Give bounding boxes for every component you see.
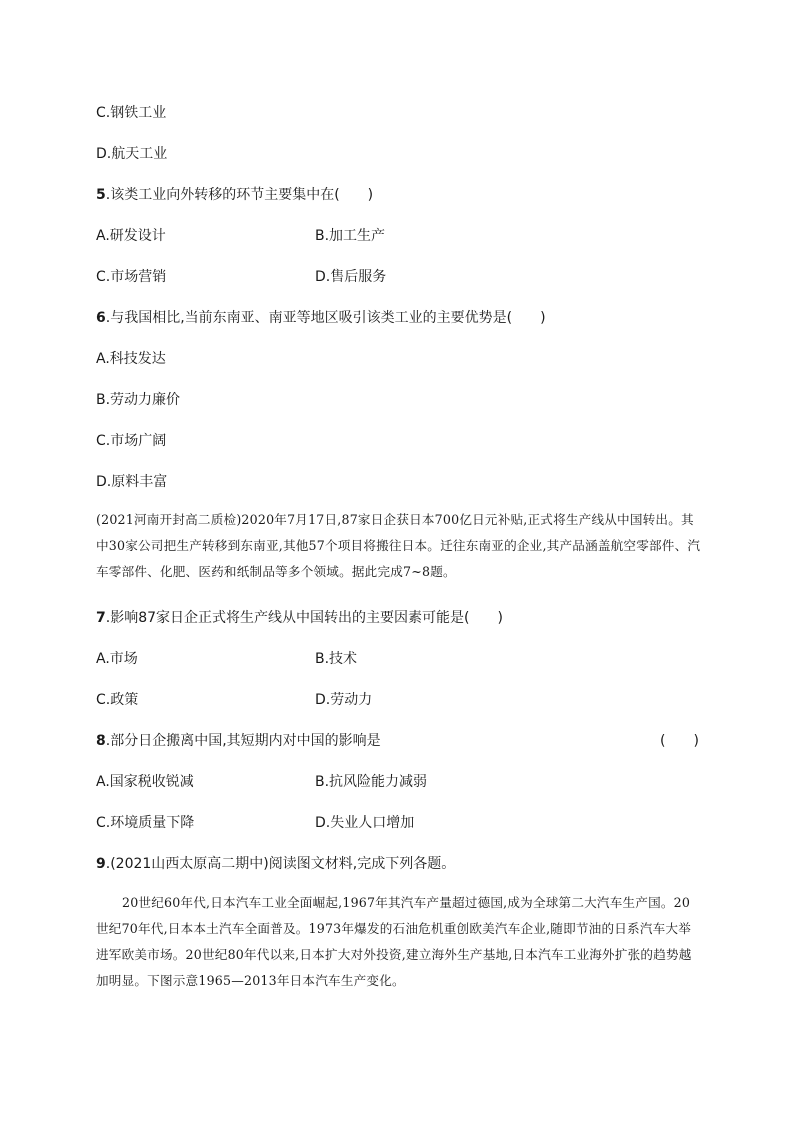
q4-option-c: C.钢铁工业 — [96, 105, 167, 121]
question-number: 6 — [96, 310, 106, 326]
answer-parentheses: ( ) — [660, 733, 699, 749]
q4-option-d: D.航天工业 — [96, 146, 168, 162]
question-9 — [96, 853, 455, 873]
q5-option-c: C.市场营销 — [96, 269, 167, 285]
question-5 — [96, 184, 373, 204]
q5-option-b: B.加工生产 — [315, 228, 386, 244]
q7-option-d: D.劳动力 — [315, 692, 373, 708]
q5-options-row-2 — [96, 266, 387, 286]
q8-options-row-1 — [96, 771, 428, 791]
q6-option-d: D.原料丰富 — [96, 474, 168, 490]
q8-option-c: C.环境质量下降 — [96, 815, 195, 831]
question-number: 9 — [96, 856, 106, 872]
question-number: 5 — [96, 187, 106, 203]
q7-option-c: C.政策 — [96, 692, 139, 708]
question-text: .与我国相比,当前东南亚、南亚等地区吸引该类工业的主要优势是( ) — [105, 310, 546, 326]
question-text: .影响87家日企正式将生产线从中国转出的主要因素可能是( ) — [105, 610, 503, 626]
q8-option-d: D.失业人口增加 — [315, 815, 415, 831]
question-text: .部分日企搬离中国,其短期内对中国的影响是 — [105, 733, 381, 749]
q6-option-b: B.劳动力廉价 — [96, 392, 181, 408]
question-text: .(2021山西太原高二期中)阅读图文材料,完成下列各题。 — [105, 856, 456, 872]
q6-option-c: C.市场广阔 — [96, 433, 167, 449]
question-number: 7 — [96, 610, 106, 626]
question-7 — [96, 607, 503, 627]
question-number: 8 — [96, 733, 106, 749]
q7-option-b: B.技术 — [315, 651, 358, 667]
q8-options-row-2 — [96, 812, 415, 832]
material-passage-9: 20世纪60年代,日本汽车工业全面崛起,1967年其汽车产量超过德国,成为全球第二大汽车生产国。20世纪70年代,日本本土汽车全面普及。1973年爆发的石油危机重创欧美汽车企业,随即节油的日系汽车大举进军欧美市场。20世纪80年代以来,日本扩大对外投资,建立海外生产基地,日本汽车工业海外扩张的趋势越加明显。下图示意1965—2013年日本汽车生产变化。 — [96, 895, 692, 988]
q7-options-row-2 — [96, 689, 373, 709]
q8-option-b: B.抗风险能力减弱 — [315, 774, 428, 790]
question-8 — [96, 730, 381, 750]
q7-options-row-1 — [96, 648, 358, 668]
q8-option-a: A.国家税收锐减 — [96, 774, 194, 790]
question-text: .该类工业向外转移的环节主要集中在( ) — [105, 187, 374, 203]
q6-option-a: A.科技发达 — [96, 351, 166, 367]
q5-option-a: A.研发设计 — [96, 228, 166, 244]
question-6 — [96, 307, 546, 327]
material-passage-7-8: (2021河南开封高二质检)2020年7月17日,87家日企获日本700亿日元补贴,正式将生产线从中国转出。其中30家公司把生产转移到东南亚,其他57个项目将搬往日本。迁往东南亚的企业,其产品涵盖航空零部件、汽车零部件、化肥、医药和纸制品等多个领域。据此完成7~8题。 — [96, 512, 701, 579]
q7-option-a: A.市场 — [96, 651, 138, 667]
q5-option-d: D.售后服务 — [315, 269, 387, 285]
q5-options-row-1 — [96, 225, 386, 245]
